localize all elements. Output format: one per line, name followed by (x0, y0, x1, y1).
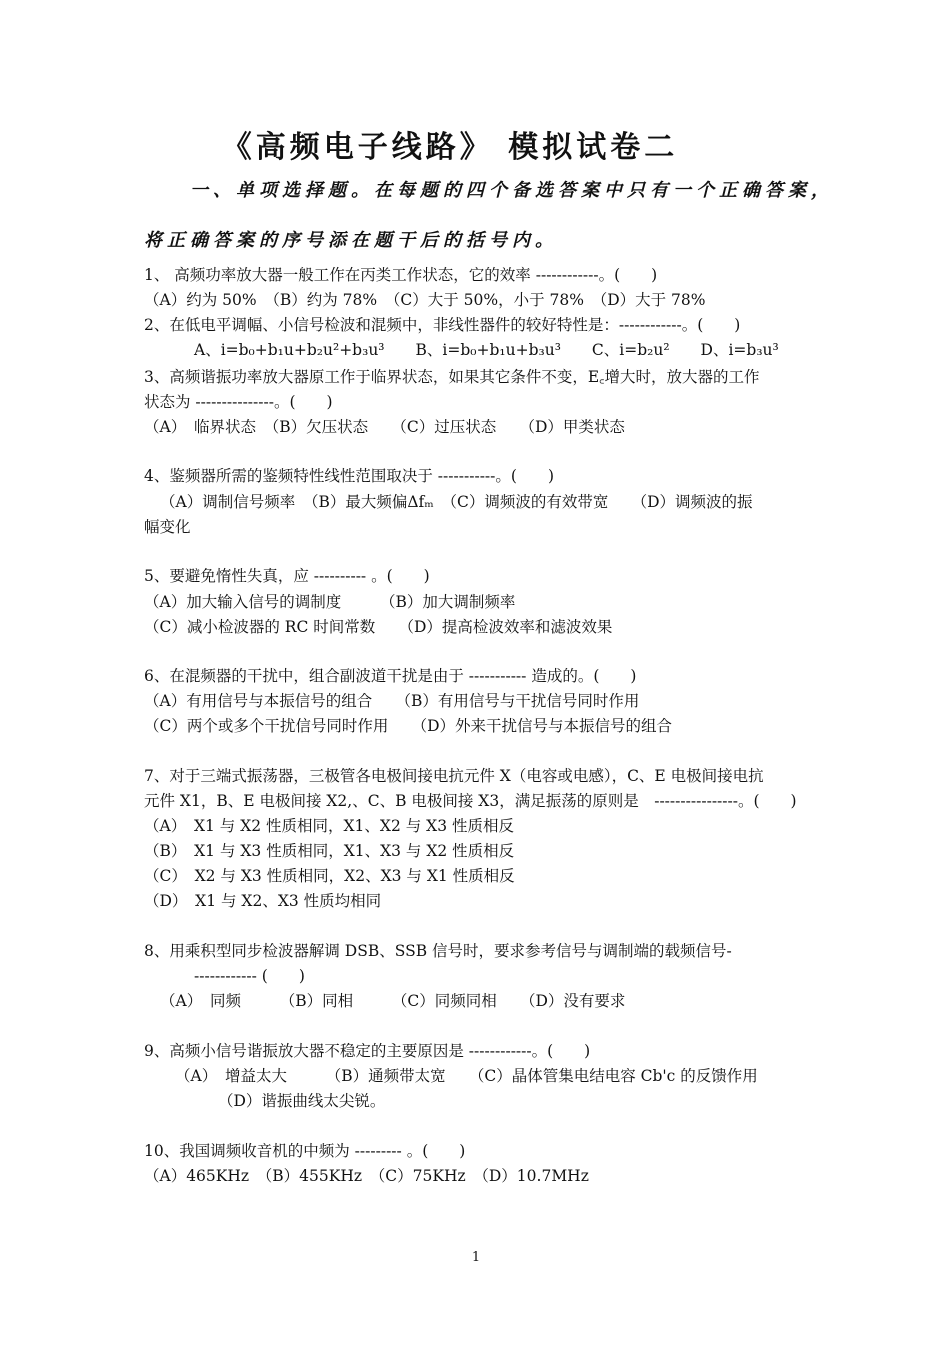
question-4-options: （A）调制信号频率 （B）最大频偏Δfₘ （C）调频波的有效带宽 （D）调频波的振 (160, 493, 753, 511)
question-7-stem: 7、对于三端式振荡器，三极管各电极间接电抗元件 X（电容或电感），C、E 电极间接电抗 (144, 767, 764, 785)
question-2-stem: 2、在低电平调幅、小信号检波和混频中，非线性器件的较好特性是：------------。( ) (144, 316, 741, 334)
question-6-stem: 6、在混频器的干扰中，组合副波道干扰是由于 ----------- 造成的。( ) (144, 667, 637, 685)
question-7-option-c: （C） X2 与 X3 性质相同，X2、X3 与 X1 性质相反 (144, 867, 515, 885)
question-9-options-cont: （D）谐振曲线太尖锐。 (218, 1092, 386, 1110)
question-2-options: A、i=b₀+b₁u+b₂u²+b₃u³ B、i=b₀+b₁u+b₃u³ C、i=b₂u² D、i=b₃u³ (194, 341, 779, 359)
question-8-stem-cont: ------------ ( ) (194, 967, 305, 985)
question-3-stem: 3、高频谐振功率放大器原工作于临界状态，如果其它条件不变，E꜀增大时，放大器的工作 (144, 368, 760, 386)
question-8-stem: 8、用乘积型同步检波器解调 DSB、SSB 信号时，要求参考信号与调制端的载频信号- (144, 942, 732, 960)
question-8-options: （A） 同频 （B）同相 （C）同频同相 （D）没有要求 (160, 992, 626, 1010)
question-7-option-d: （D） X1 与 X2、X3 性质均相同 (144, 892, 382, 910)
question-3-stem-cont: 状态为 ---------------。( ) (144, 393, 333, 411)
question-5-options-ab: （A）加大输入信号的调制度 （B）加大调制频率 (144, 593, 516, 611)
question-7-stem-cont: 元件 X1，B、E 电极间接 X2,、C、B 电极间接 X3，满足振荡的原则是 ----------------。( ) (144, 792, 797, 810)
question-10-options: （A）465KHz （B）455KHz （C）75KHz （D）10.7MHz (144, 1167, 589, 1185)
question-7-option-a: （A） X1 与 X2 性质相同，X1、X2 与 X3 性质相反 (144, 817, 514, 835)
question-1-stem: 1、 高频功率放大器一般工作在丙类工作状态，它的效率 ------------。( ) (144, 266, 658, 284)
section-heading-line2: 将正确答案的序号添在题干后的括号内。 (144, 230, 558, 251)
question-5-options-cd: （C）减小检波器的 RC 时间常数 （D）提高检波效率和滤波效果 (144, 618, 613, 636)
question-4-stem: 4、鉴频器所需的鉴频特性线性范围取决于 -----------。( ) (144, 467, 554, 485)
question-6-options-cd: （C）两个或多个干扰信号同时作用 （D）外来干扰信号与本振信号的组合 (144, 717, 673, 735)
question-1-options: （A）约为 50% （B）约为 78% （C）大于 50%，小于 78% （D）大于 78% (144, 291, 706, 309)
question-9-options: （A） 增益太大 （B）通频带太宽 （C）晶体管集电结电容 Cb'c 的反馈作用 (175, 1067, 758, 1085)
question-3-options: （A） 临界状态 （B）欠压状态 （C）过压状态 （D）甲类状态 (144, 418, 625, 436)
question-9-stem: 9、高频小信号谐振放大器不稳定的主要原因是 ------------。( ) (144, 1042, 591, 1060)
question-4-options-cont: 幅变化 (144, 518, 191, 536)
question-10-stem: 10、我国调频收音机的中频为 --------- 。( ) (144, 1142, 466, 1160)
section-heading-line1: 一、单项选择题。在每题的四个备选答案中只有一个正确答案， (190, 180, 834, 201)
question-7-option-b: （B） X1 与 X3 性质相同，X1、X3 与 X2 性质相反 (144, 842, 515, 860)
question-6-options-ab: （A）有用信号与本振信号的组合 （B）有用信号与干扰信号同时作用 (144, 692, 640, 710)
question-5-stem: 5、要避免惰性失真，应 ---------- 。( ) (144, 567, 430, 585)
page-title: 《高频电子线路》 模拟试卷二 (221, 130, 679, 165)
page-number: 1 (471, 1250, 481, 1265)
